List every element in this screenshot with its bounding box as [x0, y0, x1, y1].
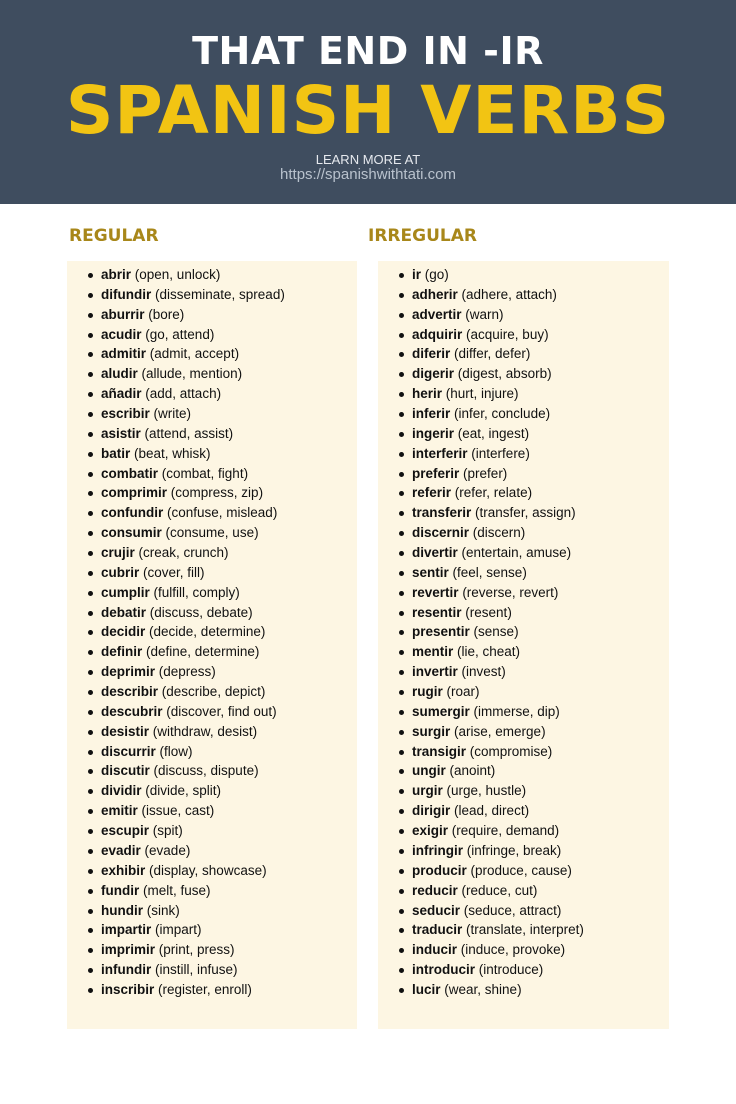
verb-meaning: (lie, cheat) [457, 644, 521, 660]
verb: deprimir [101, 664, 156, 680]
verb: reducir [412, 882, 458, 898]
verb: emitir [101, 803, 138, 819]
verb: aludir [101, 366, 138, 382]
verb: presentir [412, 624, 470, 640]
verb-meaning: (feel, sense) [452, 564, 527, 580]
verb-meaning: (decide, determine) [149, 624, 266, 640]
verb-list-item [378, 364, 669, 384]
verb-list-item [378, 662, 669, 682]
verb-list-item [67, 781, 357, 801]
verb: interferir [412, 445, 468, 461]
verb-list-item [67, 305, 357, 325]
verb-list-item [378, 444, 669, 464]
verb-list-item [378, 722, 669, 742]
verb-meaning: (immerse, dip) [473, 703, 560, 719]
verb: descubrir [101, 703, 163, 719]
verb: comprimir [101, 485, 168, 501]
header-banner [0, 0, 736, 204]
verb-list-item [378, 483, 669, 503]
verb-meaning: (reverse, revert) [462, 584, 559, 600]
verb-meaning: (induce, provoke) [460, 942, 566, 958]
verb-list-item [378, 980, 669, 1000]
verb-meaning: (register, enroll) [158, 981, 252, 997]
verb-meaning: (compress, zip) [170, 485, 264, 501]
verb: ir [412, 267, 422, 282]
verb-meaning: (adhere, attach) [461, 286, 557, 302]
verb-list-item [67, 702, 357, 722]
verb-list-item [378, 384, 669, 404]
verb-list-item [378, 901, 669, 921]
verb-meaning: (bore) [148, 306, 185, 322]
verb-list-item [378, 305, 669, 325]
verb-list-item [67, 960, 357, 980]
verb-meaning: (confuse, mislead) [167, 505, 278, 521]
verb-meaning: (consume, use) [165, 525, 259, 541]
verb: confundir [101, 505, 164, 521]
verb-list-item [67, 325, 357, 345]
verb: abrir [101, 267, 132, 282]
verb-meaning: (depress) [158, 664, 216, 680]
verb-list-item [378, 861, 669, 881]
verb: mentir [412, 644, 454, 660]
verb-list-item [378, 682, 669, 702]
verb-list-item [67, 464, 357, 484]
verb: advertir [412, 306, 462, 322]
verb-meaning: (transfer, assign) [475, 505, 576, 521]
verb-meaning: (infer, conclude) [454, 406, 551, 422]
page-title: SPANISH VERBS [65, 72, 671, 149]
verb-list-item [67, 583, 357, 603]
verb-meaning: (require, demand) [451, 823, 560, 839]
verb: producir [412, 862, 467, 878]
verb-meaning: (go, attend) [145, 326, 215, 342]
verb-list-item [378, 523, 669, 543]
verb-list-item [67, 424, 357, 444]
verb-list-item [67, 722, 357, 742]
verb-meaning: (fulfill, comply) [153, 584, 240, 600]
verb: hundir [101, 902, 143, 918]
verb-list-item [378, 841, 669, 861]
verb-meaning: (disseminate, spread) [155, 286, 285, 302]
verb-list-item [67, 622, 357, 642]
verb-list-item [67, 404, 357, 424]
regular-verbs-list [67, 261, 357, 1000]
verb-meaning: (go) [424, 267, 449, 282]
verb-list-item [378, 344, 669, 364]
verb: resentir [412, 604, 462, 620]
verb: inscribir [101, 981, 155, 997]
verb-list-item [67, 364, 357, 384]
verb-meaning: (reduce, cut) [461, 882, 538, 898]
verb-list-item [378, 285, 669, 305]
learn-more-label: LEARN MORE AT [315, 152, 421, 167]
verb-list-item [67, 940, 357, 960]
website-link[interactable]: https://spanishwithtati.com [280, 166, 456, 183]
verb-meaning: (infringe, break) [466, 842, 562, 858]
verb: diferir [412, 346, 451, 362]
verb: divertir [412, 545, 458, 561]
verb-meaning: (allude, mention) [141, 366, 243, 382]
verb-meaning: (invest) [461, 664, 506, 680]
verb-list-item [67, 980, 357, 1000]
verb: definir [101, 644, 143, 660]
verb: ungir [412, 763, 446, 779]
verb-meaning: (differ, defer) [454, 346, 531, 362]
verb: revertir [412, 584, 459, 600]
verb: sumergir [412, 703, 470, 719]
verb-list-item [378, 761, 669, 781]
verb-list-item [378, 543, 669, 563]
verb-list-item [67, 285, 357, 305]
verb-list-item [378, 622, 669, 642]
verb: fundir [101, 882, 140, 898]
verb: admitir [101, 346, 147, 362]
verb-list-item [378, 464, 669, 484]
verb-list-item [67, 384, 357, 404]
verb: asistir [101, 425, 141, 441]
verb: urgir [412, 783, 443, 799]
verb-meaning: (introduce) [478, 962, 544, 978]
verb: referir [412, 485, 452, 501]
verb: evadir [101, 842, 141, 858]
verb-meaning: (attend, assist) [144, 425, 234, 441]
verb-list-item [67, 543, 357, 563]
verb: discurrir [101, 743, 156, 759]
verb-meaning: (acquire, buy) [466, 326, 549, 342]
verb: transigir [412, 743, 467, 759]
verb-list-item [378, 801, 669, 821]
verb: desistir [101, 723, 150, 739]
irregular-heading: IRREGULAR [368, 226, 477, 246]
verb-meaning: (creak, crunch) [138, 545, 229, 561]
verb: exigir [412, 823, 449, 839]
verb-meaning: (discover, find out) [166, 703, 277, 719]
verb: surgir [412, 723, 451, 739]
verb-meaning: (withdraw, desist) [152, 723, 258, 739]
verb-meaning: (issue, cast) [141, 803, 215, 819]
verb: consumir [101, 525, 162, 541]
verb-list-item [67, 761, 357, 781]
verb-list-item [67, 603, 357, 623]
verb-list-item [67, 881, 357, 901]
verb-meaning: (anoint) [449, 763, 496, 779]
verb: adquirir [412, 326, 463, 342]
verb: rugir [412, 684, 443, 700]
regular-verbs-panel [67, 261, 357, 1029]
verb: escribir [101, 406, 150, 422]
verb-meaning: (add, attach) [145, 386, 222, 402]
verb: debatir [101, 604, 147, 620]
verb-list-item [378, 583, 669, 603]
verb-list-item [67, 563, 357, 583]
verb-meaning: (prefer) [463, 465, 508, 481]
verb: infringir [412, 842, 463, 858]
verb: dividir [101, 783, 142, 799]
verb-list-item [67, 662, 357, 682]
verb: transferir [412, 505, 472, 521]
verb-meaning: (translate, interpret) [466, 922, 584, 938]
irregular-verbs-panel [378, 261, 669, 1029]
verb-meaning: (discern) [472, 525, 526, 541]
verb-meaning: (resent) [465, 604, 512, 620]
verb: cubrir [101, 564, 140, 580]
verb: decidir [101, 624, 146, 640]
verb-meaning: (sink) [146, 902, 180, 918]
verb-list-item [378, 642, 669, 662]
verb-meaning: (entertain, amuse) [461, 545, 572, 561]
verb-list-item [378, 781, 669, 801]
verb-meaning: (compromise) [469, 743, 553, 759]
verb-list-item [378, 881, 669, 901]
verb: aburrir [101, 306, 145, 322]
verb: dirigir [412, 803, 451, 819]
verb: exhibir [101, 862, 146, 878]
verb-list-item [378, 424, 669, 444]
verb-meaning: (melt, fuse) [143, 882, 211, 898]
verb-meaning: (sense) [473, 624, 519, 640]
verb-list-item [67, 920, 357, 940]
verb-meaning: (discuss, debate) [149, 604, 253, 620]
verb-meaning: (define, determine) [146, 644, 260, 660]
verb-list-item [378, 821, 669, 841]
verb: cumplir [101, 584, 150, 600]
verb-meaning: (admit, accept) [149, 346, 240, 362]
verb-list-item [378, 960, 669, 980]
verb-meaning: (roar) [446, 684, 480, 700]
verb-list-item [378, 325, 669, 345]
verb-meaning: (beat, whisk) [134, 445, 211, 461]
verb-list-item [67, 861, 357, 881]
verb-list-item [67, 344, 357, 364]
verb-meaning: (digest, absorb) [457, 366, 552, 382]
verb: seducir [412, 902, 461, 918]
verb-meaning: (flow) [159, 743, 193, 759]
header-subtitle: THAT END IN -IR [192, 29, 544, 73]
verb: sentir [412, 564, 449, 580]
verb-list-item [67, 503, 357, 523]
verb: difundir [101, 286, 152, 302]
verb-list-item [378, 563, 669, 583]
verb: invertir [412, 664, 458, 680]
verb-list-item [67, 444, 357, 464]
verb-meaning: (instill, infuse) [155, 962, 238, 978]
verb-list-item [378, 940, 669, 960]
verb: discutir [101, 763, 150, 779]
verb: acudir [101, 326, 142, 342]
verb-meaning: (urge, hustle) [446, 783, 527, 799]
verb-list-item [378, 404, 669, 424]
verb-meaning: (describe, depict) [161, 684, 266, 700]
verb-meaning: (spit) [152, 823, 183, 839]
verb-meaning: (cover, fill) [143, 564, 205, 580]
verb-list-item [378, 265, 669, 285]
irregular-verbs-list [378, 261, 669, 1000]
verb-list-item [67, 801, 357, 821]
verb-meaning: (combat, fight) [161, 465, 249, 481]
verb-meaning: (print, press) [158, 942, 235, 958]
verb: batir [101, 445, 131, 461]
verb-meaning: (hurt, injure) [445, 386, 519, 402]
verb-list-item [67, 901, 357, 921]
verb: herir [412, 386, 443, 402]
verb-list-item [67, 682, 357, 702]
verb: imprimir [101, 942, 156, 958]
verb-meaning: (interfere) [471, 445, 530, 461]
verb-meaning: (lead, direct) [454, 803, 530, 819]
verb: lucir [412, 981, 441, 997]
verb-meaning: (refer, relate) [454, 485, 533, 501]
verb: impartir [101, 922, 152, 938]
verb-list-item [378, 742, 669, 762]
verb-list-item [378, 702, 669, 722]
verb-meaning: (warn) [465, 306, 504, 322]
verb: inferir [412, 406, 451, 422]
verb-list-item [67, 742, 357, 762]
verb: añadir [101, 386, 142, 402]
verb-meaning: (wear, shine) [444, 981, 522, 997]
verb-meaning: (eat, ingest) [457, 425, 530, 441]
verb-meaning: (divide, split) [145, 783, 222, 799]
verb-list-item [378, 603, 669, 623]
verb-list-item [67, 483, 357, 503]
verb-list-item [67, 642, 357, 662]
verb-meaning: (open, unlock) [134, 267, 221, 282]
verb-meaning: (write) [153, 406, 192, 422]
verb: escupir [101, 823, 150, 839]
verb-meaning: (discuss, dispute) [153, 763, 259, 779]
verb: adherir [412, 286, 458, 302]
verb: describir [101, 684, 159, 700]
verb-meaning: (seduce, attract) [463, 902, 562, 918]
verb: digerir [412, 366, 455, 382]
regular-heading: REGULAR [69, 226, 159, 246]
verb-meaning: (produce, cause) [470, 862, 572, 878]
verb: preferir [412, 465, 460, 481]
verb: crujir [101, 545, 135, 561]
verb-list-item [67, 821, 357, 841]
verb-list-item [67, 523, 357, 543]
verb-list-item [378, 920, 669, 940]
verb: ingerir [412, 425, 455, 441]
verb-meaning: (display, showcase) [149, 862, 267, 878]
verb: inducir [412, 942, 458, 958]
verb-list-item [67, 841, 357, 861]
verb: infundir [101, 962, 152, 978]
verb-list-item [67, 265, 357, 285]
verb-meaning: (impart) [155, 922, 202, 938]
verb-list-item [378, 503, 669, 523]
verb-meaning: (evade) [144, 842, 191, 858]
verb: combatir [101, 465, 159, 481]
verb: discernir [412, 525, 470, 541]
verb: traducir [412, 922, 463, 938]
verb: introducir [412, 962, 475, 978]
verb-meaning: (arise, emerge) [454, 723, 546, 739]
